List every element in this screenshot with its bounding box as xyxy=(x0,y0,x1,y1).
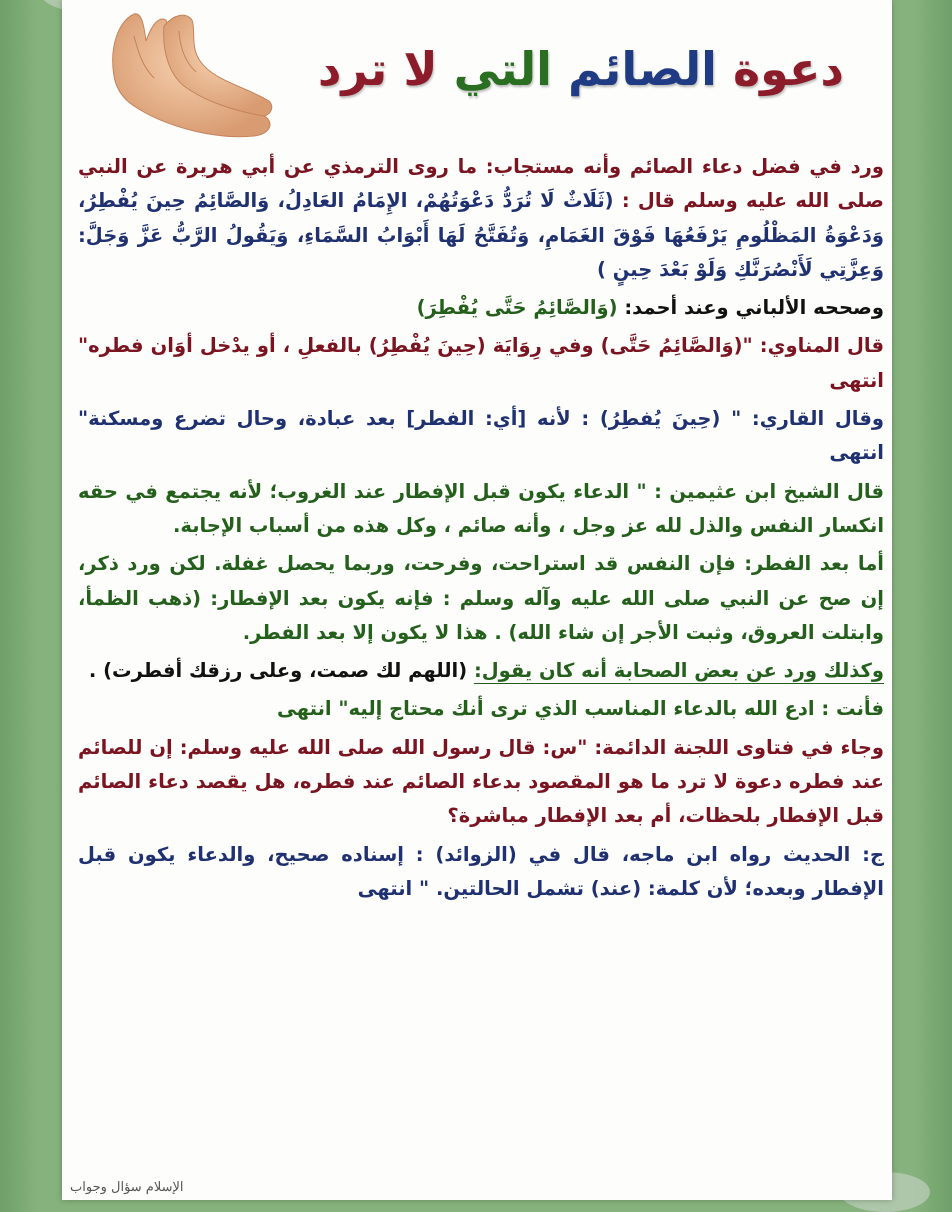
document-page xyxy=(62,0,892,1200)
paragraph-munawi xyxy=(78,329,884,398)
paragraph-uthaymin xyxy=(78,475,884,544)
fatwa-question-text: وجاء في فتاوى اللجنة الدائمة: "س: قال رسول الله صلى الله عليه وسلم: إن للصائم عند فطره دعوة لا ترد ما هو المقصود بدعاء الصائم عند فطره، هل يقصد دعاء الصائم قبل الإفطار بلحظات، أم بعد الإفطار مباشرة؟ xyxy=(78,735,884,828)
paragraph-after-iftar xyxy=(78,547,884,650)
title-word-4: لا ترد xyxy=(317,42,438,96)
uthaymin-text: قال الشيخ ابن عثيمين : " الدعاء يكون قبل الإفطار عند الغروب؛ لأنه يجتمع في حقه انكسار النفس والذل لله عز وجل ، وأنه صائم ، وكل هذه من أسباب الإجابة. xyxy=(78,479,884,537)
paragraph-sahaba xyxy=(78,654,884,688)
paragraph-qari xyxy=(78,402,884,471)
hadith-text: (ثَلَاثٌ لَا تُرَدُّ دَعْوَتُهُمْ، الإِمَامُ العَادِلُ، وَالصَّائِمُ حِينَ يُفْطِرُ، وَدَعْوَةُ المَظْلُومِ يَرْفَعُهَا فَوْقَ الغَمَامِ، وَتُفَتَّحُ لَهَا أَبْوَابُ السَّمَاءِ، وَيَقُولُ الرَّبُّ عَزَّ وَجَلَّ: وَعِزَّتِي لَأَنْصُرَنَّكِ وَلَوْ بَعْدَ حِينٍ ) xyxy=(78,189,884,281)
paragraph-fatwa-answer xyxy=(78,838,884,907)
title-word-3: التي xyxy=(453,42,552,96)
sahaba-dua: (اللهم لك صمت، وعلى رزقك أفطرت) . xyxy=(88,659,474,683)
conclusion-text: فأنت : ادع الله بالدعاء المناسب الذي ترى أنك محتاج إليه" انتهى xyxy=(277,697,884,721)
page-title xyxy=(318,42,844,96)
praying-hands-icon xyxy=(104,6,279,141)
after-iftar-text: أما بعد الفطر: فإن النفس قد استراحت، وفرحت، وربما يحصل غفلة. لكن ورد ذكر، إن صح عن النبي صلى الله عليه وآله وسلم : فإنه يكون بعد الإفطار: (ذهب الظمأ، وابتلت العروق، وثبت الأجر إن شاء الله) . هذا لا يكون إلا بعد الفطر. xyxy=(78,552,884,644)
ahmad-text: (وَالصَّائِمُ حَتَّى يُفْطِرَ) xyxy=(416,296,618,320)
paragraph-hadith xyxy=(78,150,884,287)
title-word-2: الصائم xyxy=(567,42,717,96)
sahaba-intro: وكذلك ورد عن بعض الصحابة أنه كان يقول: xyxy=(473,659,884,683)
albani-intro: وصححه الألباني وعند أحمد: xyxy=(617,296,884,320)
title-word-1: دعوة xyxy=(732,42,844,96)
munawi-text: قال المناوي: "(وَالصَّائِمُ حَتَّى) وفي رِوَايَة (حِينَ يُفْطِرُ) بالفعلِ ، أو يدْخل أوَان فطره" انتهى xyxy=(78,334,884,392)
qari-text: وقال القاري: " (حِينَ يُفطِرُ) : لأنه [أي: الفطر] بعد عبادة، وحال تضرع ومسكنة" انتهى xyxy=(78,407,884,465)
paragraph-albani xyxy=(78,291,884,325)
paragraph-conclusion xyxy=(78,692,884,726)
hadith-intro: ورد في فضل دعاء الصائم وأنه مستجاب: ما روى الترمذي عن أبي هريرة عن النبي صلى الله عليه وسلم قال : xyxy=(78,155,884,213)
article-body xyxy=(78,150,884,910)
source-label: الإسلام سؤال وجواب xyxy=(70,1180,184,1195)
paragraph-fatwa-question xyxy=(78,731,884,834)
fatwa-answer-text: ج: الحديث رواه ابن ماجه، قال في (الزوائد) : إسناده صحيح، والدعاء يكون قبل الإفطار وبعده؛ لأن كلمة: (عند) تشمل الحالتين. " انتهى xyxy=(78,842,884,900)
